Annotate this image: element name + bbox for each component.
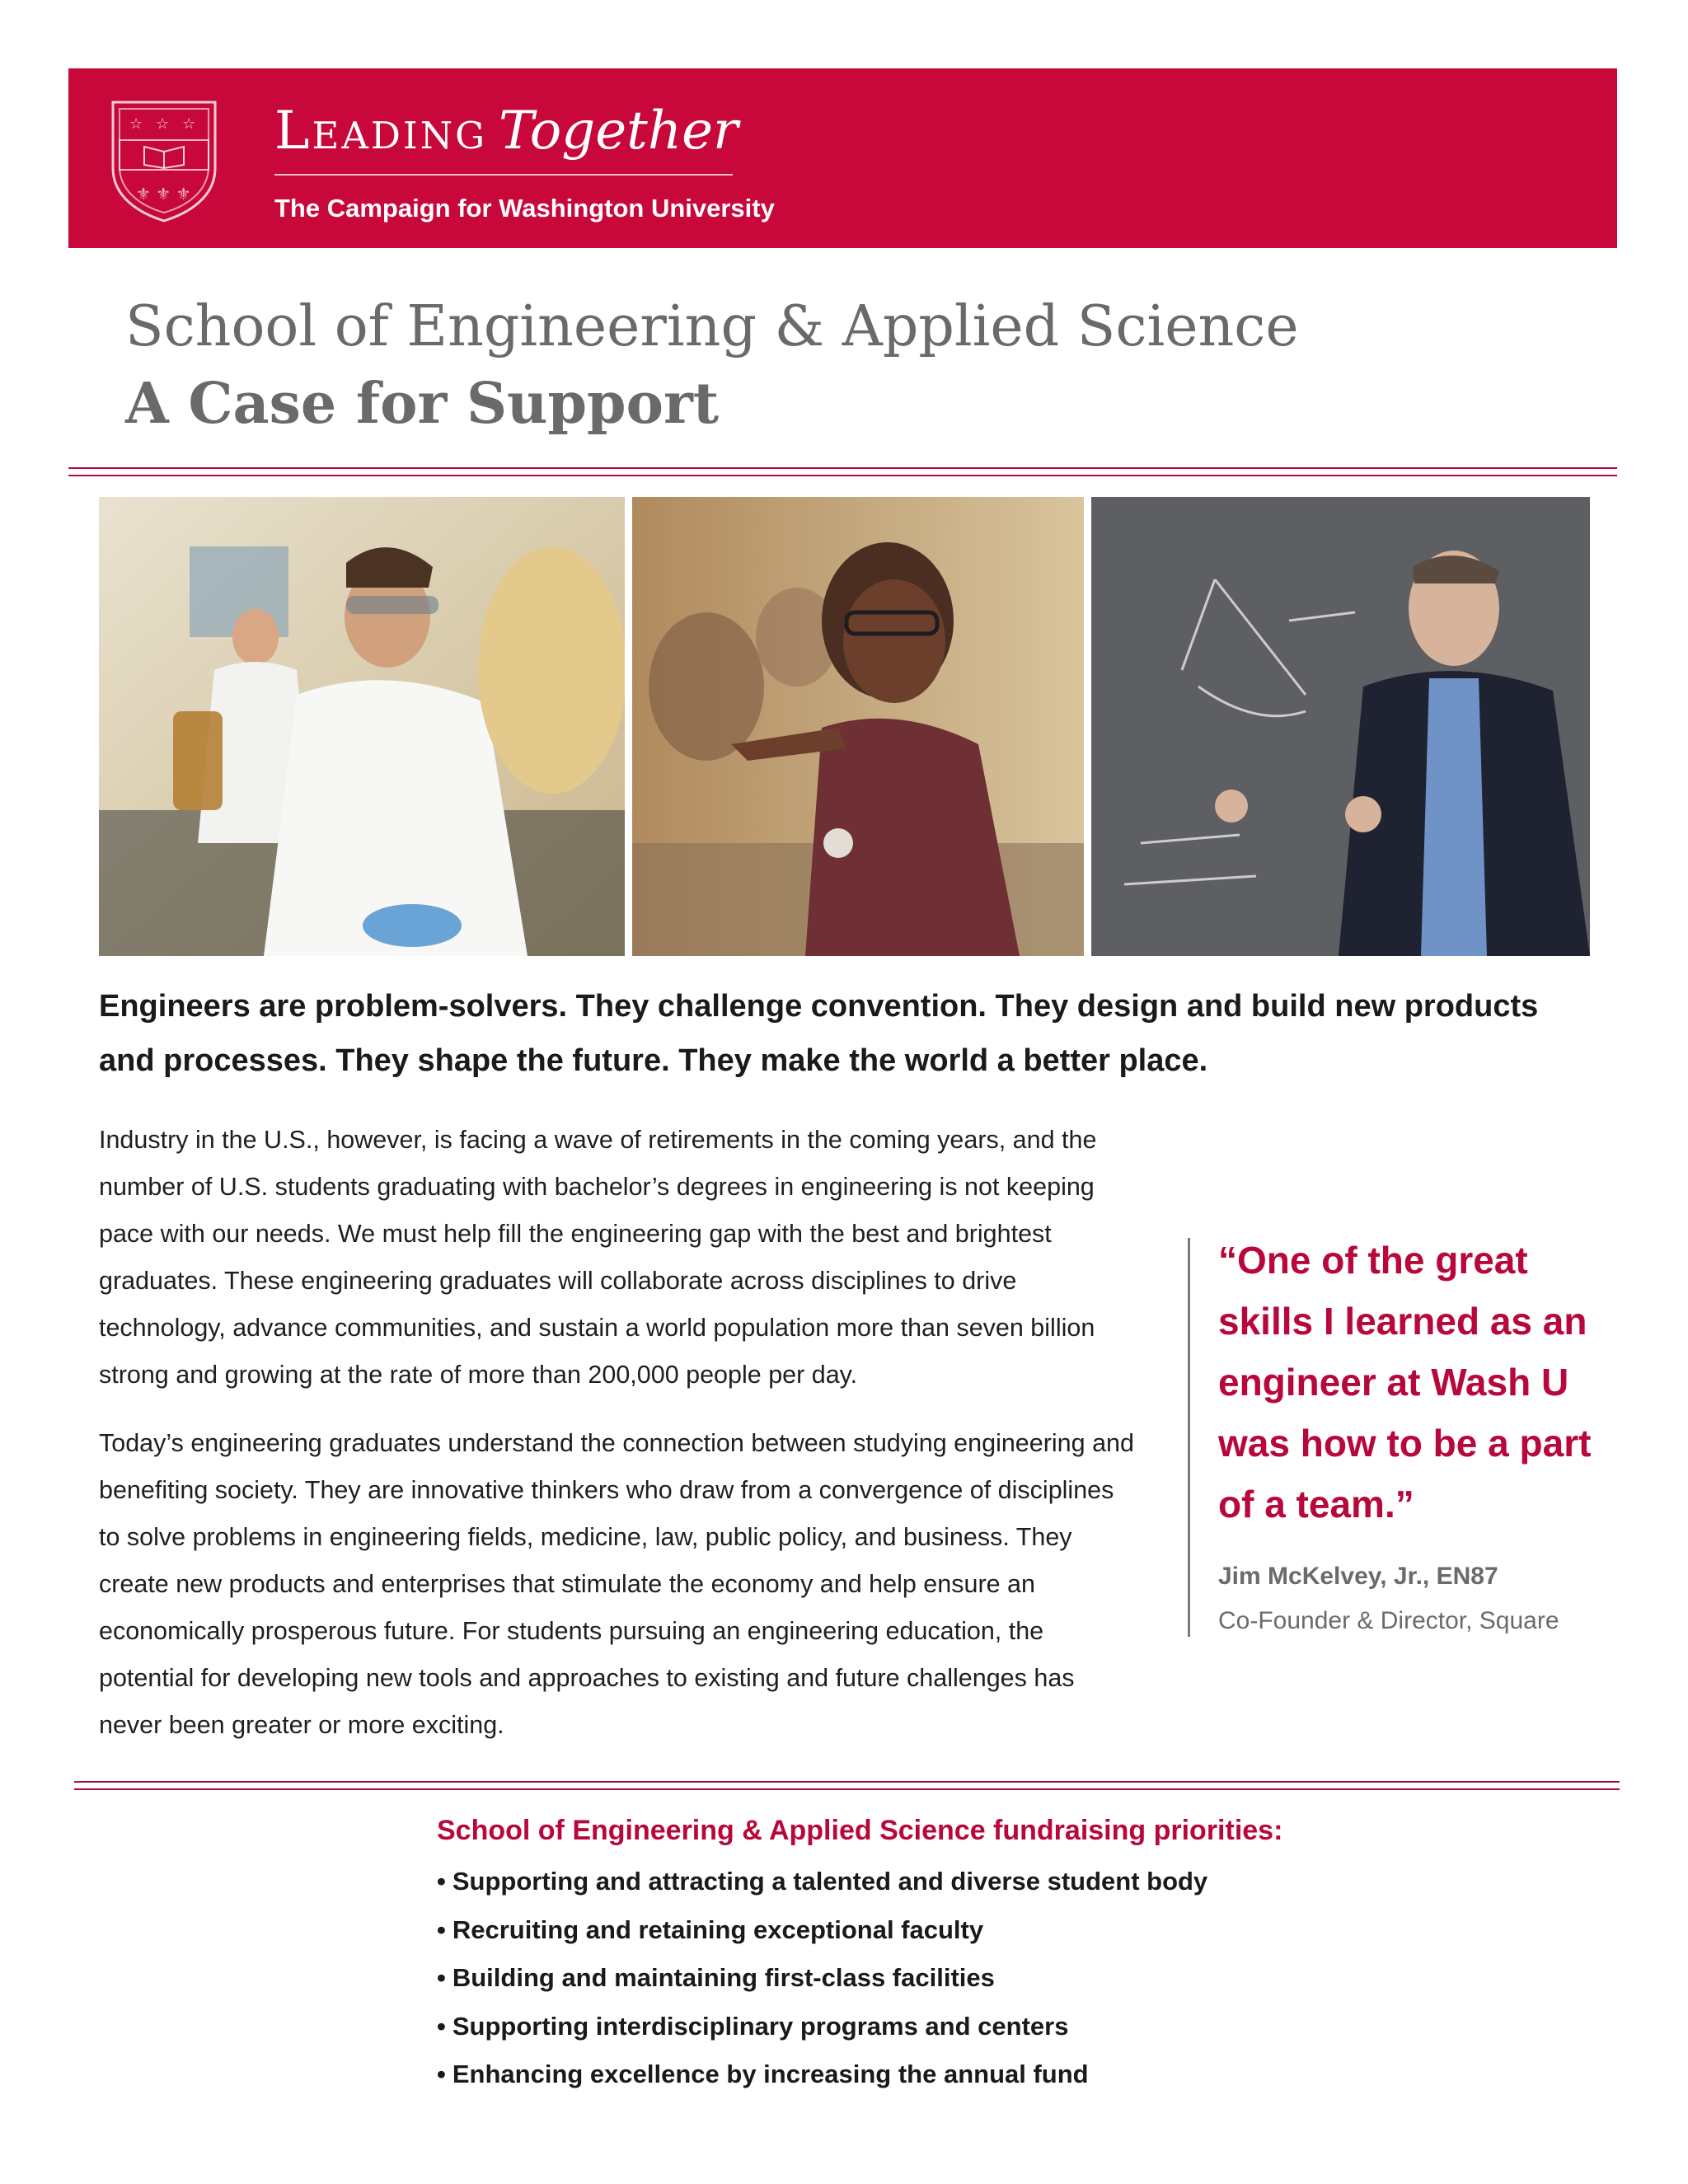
body-paragraph-1: Industry in the U.S., however, is facing a wave of retirements in the coming years, and the number of U.S. students graduating with bachelor’s degrees in engineering is not keeping pace with our needs. We must help fill the engineering gap with the best and brightest graduates. These engineering graduates will collaborate across disciplines to drive technology, advance communities, and sustain a world population more than seven billion strong and growing at the rate of more than 200,000 people per day. xyxy=(99,1126,1097,1389)
priorities-list xyxy=(437,1858,1207,2099)
university-shield-icon xyxy=(108,97,220,224)
svg-text:☆: ☆ xyxy=(129,115,143,133)
lead-statement: Engineers are problem-solvers. They challenge convention. They design and build new products and processes. They shape the future. They make the world a better place. xyxy=(99,989,1539,1078)
priority-item: • Recruiting and retaining exceptional faculty xyxy=(437,1906,1207,1955)
professor-lecture-photo xyxy=(1091,497,1590,956)
quote-author-role: Co-Founder & Director, Square xyxy=(1218,1607,1559,1634)
page-subtitle: A Case for Support xyxy=(125,371,720,437)
banner-divider xyxy=(274,174,733,176)
svg-text:☆: ☆ xyxy=(156,115,170,133)
page-title: School of Engineering & Applied Science xyxy=(125,294,1299,359)
top-divider xyxy=(68,467,1617,476)
lab-students-photo xyxy=(99,497,625,956)
pull-quote: “One of the great skills I learned as an engineer at Wash U was how to be a part of a team.” xyxy=(1218,1239,1592,1526)
campaign-banner xyxy=(68,68,1617,248)
campaign-title-together: Together xyxy=(499,101,738,162)
bottom-divider xyxy=(74,1781,1620,1790)
svg-text:⚜ ⚜ ⚜: ⚜ ⚜ ⚜ xyxy=(136,184,191,204)
quote-author: Jim McKelvey, Jr., EN87 xyxy=(1218,1563,1498,1590)
campaign-title-leading: Leading xyxy=(274,101,488,162)
priority-item: • Building and maintaining first-class facilities xyxy=(437,1954,1207,2003)
priority-item: • Supporting interdisciplinary programs and centers xyxy=(437,2003,1207,2051)
priorities-heading: School of Engineering & Applied Science fundraising priorities: xyxy=(437,1815,1283,1846)
svg-text:☆: ☆ xyxy=(182,115,196,133)
campaign-subtitle: The Campaign for Washington University xyxy=(274,194,775,223)
priority-item: • Supporting and attracting a talented and diverse student body xyxy=(437,1858,1207,1906)
student-smiling-photo xyxy=(632,497,1084,956)
priority-item: • Enhancing excellence by increasing the annual fund xyxy=(437,2050,1207,2099)
quote-rule xyxy=(1188,1238,1190,1637)
campaign-title xyxy=(274,98,738,164)
body-paragraph-2: Today’s engineering graduates understand the connection between studying engineering and benefiting society. They are innovative thinkers who draw from a convergence of disciplines to solve problems in engineering fields, medicine, law, public policy, and business. They create new products and enterprises that stimulate the economy and help ensure an economically prosperous future. For students pursuing an engineering education, the potential for developing new tools and approaches to existing and future challenges has never been greater or more exciting. xyxy=(99,1429,1134,1739)
